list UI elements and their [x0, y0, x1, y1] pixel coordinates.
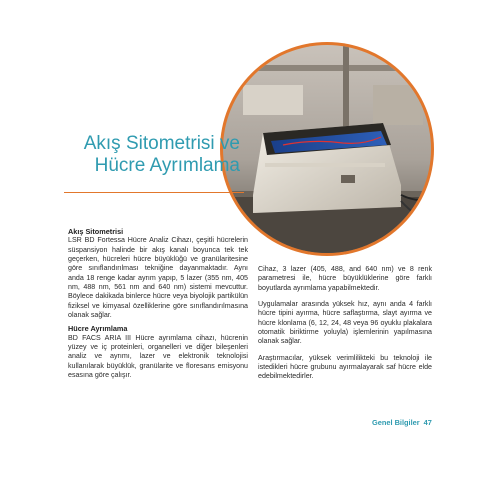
paragraph-cell-sorting: BD FACS ARIA III Hücre ayrımlama cihazı, hücrenin yüzey ve iç proteinleri, organelleri ve diğer bileşenleri analiz ve ayrımı, lazer ve elektronik teknolojisi kullanılarak büyüklük, granülarite ve floresans emisyonu esasına göre çalışır.: [68, 333, 248, 380]
page-title: [64, 133, 240, 177]
title-line-2: Hücre Ayrımlama: [94, 155, 240, 176]
left-column: [68, 227, 248, 385]
title-line-1: Akış Sitometrisi ve: [83, 133, 240, 154]
paragraph-flow-cytometry: LSR BD Fortessa Hücre Analiz Cihazı, çeşitli hücrelerin süspansiyon halinde bir akış kanalı boyunca tek tek geçerken, hücreleri hücre büyüklüğü ve granülaritesine göre sınıflandırılması tekniğine dayanmaktadır. Aynı anda 18 renge kadar ayrım yapıp, 5 lazer (355 nm, 405 nm, 488 nm, 561 nm and 640 nm) sistemi mevcuttur. Böylece dakikada binlerce hücre veya biyolojik partikülün fiziksel ve kimyasal özelliklerine göre sınıflandırılmasına olanak sağlar.: [68, 236, 248, 320]
paragraph-researchers: Araştırmacılar, yüksek verimlilikteki bu teknoloji ile istedikleri hücre grubunu ayırmalayarak saf hücre elde edebilmektedirler.: [258, 353, 432, 381]
page-number: 47: [423, 418, 432, 427]
right-column: [258, 265, 432, 389]
title-divider: [64, 192, 244, 193]
paragraph-applications: Uygulamalar arasında yüksek hız, aynı anda 4 farklı hücre tipini ayırma, hücre saflaştırma, slayt ayırma ve hücre klonlama (6, 12, 24, 48 veya 96 oyuklu plakalara otomatik biriktirme yoluyla) işlemlerinin yapılmasına olanak sağlar.: [258, 300, 432, 346]
page-footer: [372, 418, 432, 427]
section-heading-cell-sorting: Hücre Ayrımlama: [68, 324, 128, 334]
footer-section-label: Genel Bilgiler: [372, 418, 420, 427]
instrument-photo: [223, 45, 431, 253]
section-heading-flow-cytometry: Akış Sitometrisi: [68, 227, 124, 236]
paragraph-device-lasers: Cihaz, 3 lazer (405, 488, and 640 nm) ve 8 renk parametresi ile, hücre büyüklüklerine göre farklı boyutlarda ayrımlama yapabilmektedir.: [258, 265, 432, 292]
